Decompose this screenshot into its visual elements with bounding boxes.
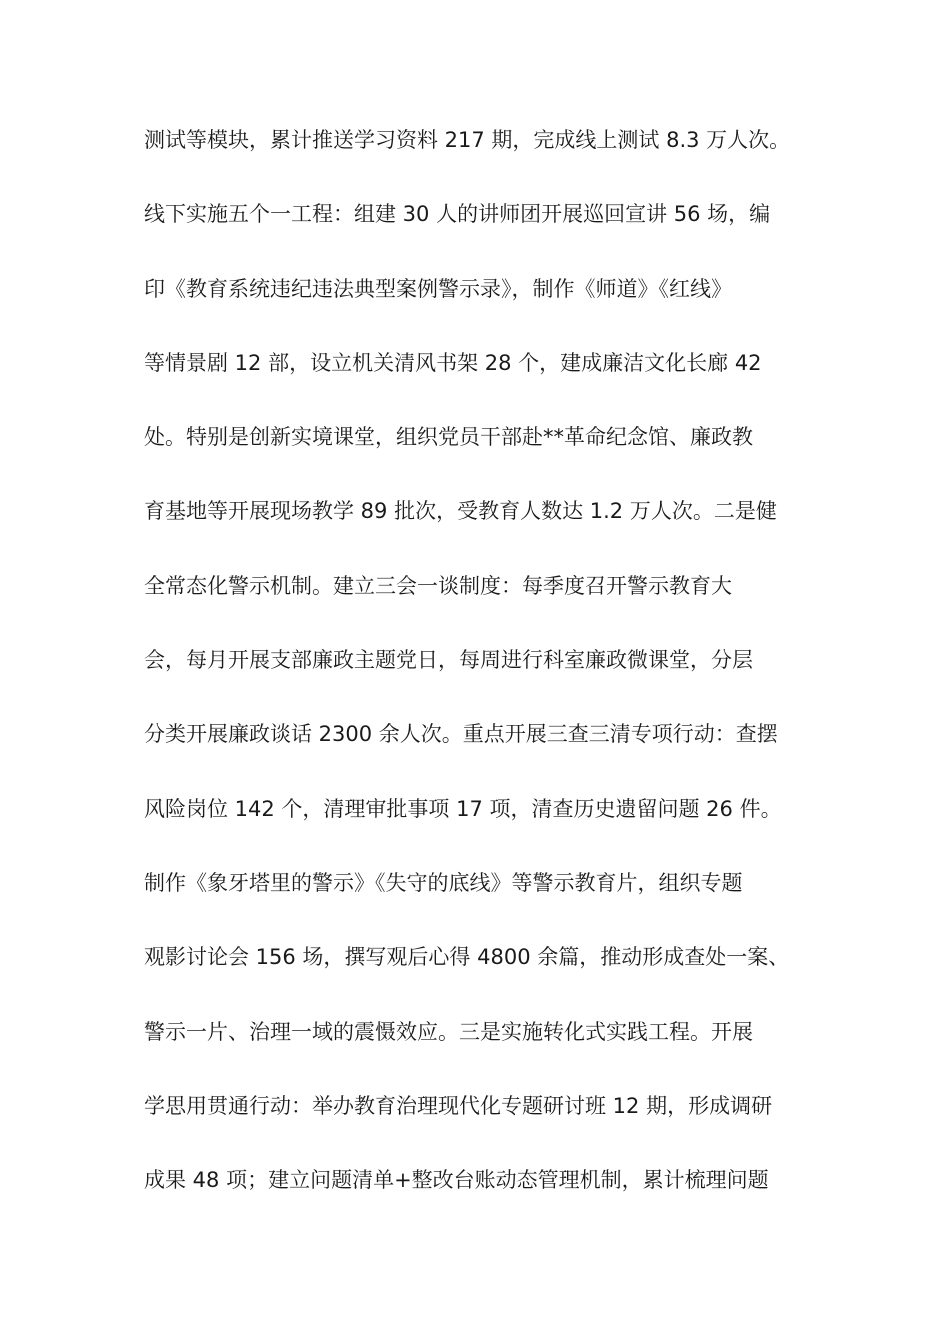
- text-line: 分类开展廉政谈话 2300 余人次。重点开展三查三清专项行动：查摆: [144, 722, 778, 747]
- text-line: 育基地等开展现场教学 89 批次，受教育人数达 1.2 万人次。二是健: [144, 499, 777, 524]
- text-line: 风险岗位 142 个，清理审批事项 17 项，清查历史遗留问题 26 件。: [144, 796, 782, 821]
- text-line: 学思用贯通行动：举办教育治理现代化专题研讨班 12 期，形成调研: [144, 1093, 773, 1118]
- text-line: 印《教育系统违纪违法典型案例警示录》，制作《师道》《红线》: [144, 276, 732, 301]
- text-line: 处。特别是创新实境课堂，组织党员干部赴**革命纪念馆、廉政教: [144, 425, 753, 450]
- text-line: 成果 48 项；建立问题清单+整改台账动态管理机制，累计梳理问题: [144, 1168, 769, 1193]
- text-line: 全常态化警示机制。建立三会一谈制度：每季度召开警示教育大: [144, 573, 732, 598]
- text-line: 制作《象牙塔里的警示》《失守的底线》等警示教育片，组织专题: [144, 870, 743, 895]
- text-line: 测试等模块，累计推送学习资料 217 期，完成线上测试 8.3 万人次。: [144, 128, 791, 152]
- text-line: 会，每月开展支部廉政主题党日，每周进行科室廉政微课堂，分层: [144, 648, 753, 673]
- text-line: 观影讨论会 156 场，撰写观后心得 4800 余篇，推动形成查处一案、: [144, 945, 790, 970]
- text-line: 等情景剧 12 部，设立机关清风书架 28 个，建成廉洁文化长廊 42: [144, 350, 762, 375]
- text-line: 警示一片、治理一域的震慑效应。三是实施转化式实践工程。开展: [144, 1019, 753, 1044]
- body-text: [144, 117, 808, 1231]
- text-line: 线下实施五个一工程：组建 30 人的讲师团开展巡回宣讲 56 场，编: [144, 202, 771, 227]
